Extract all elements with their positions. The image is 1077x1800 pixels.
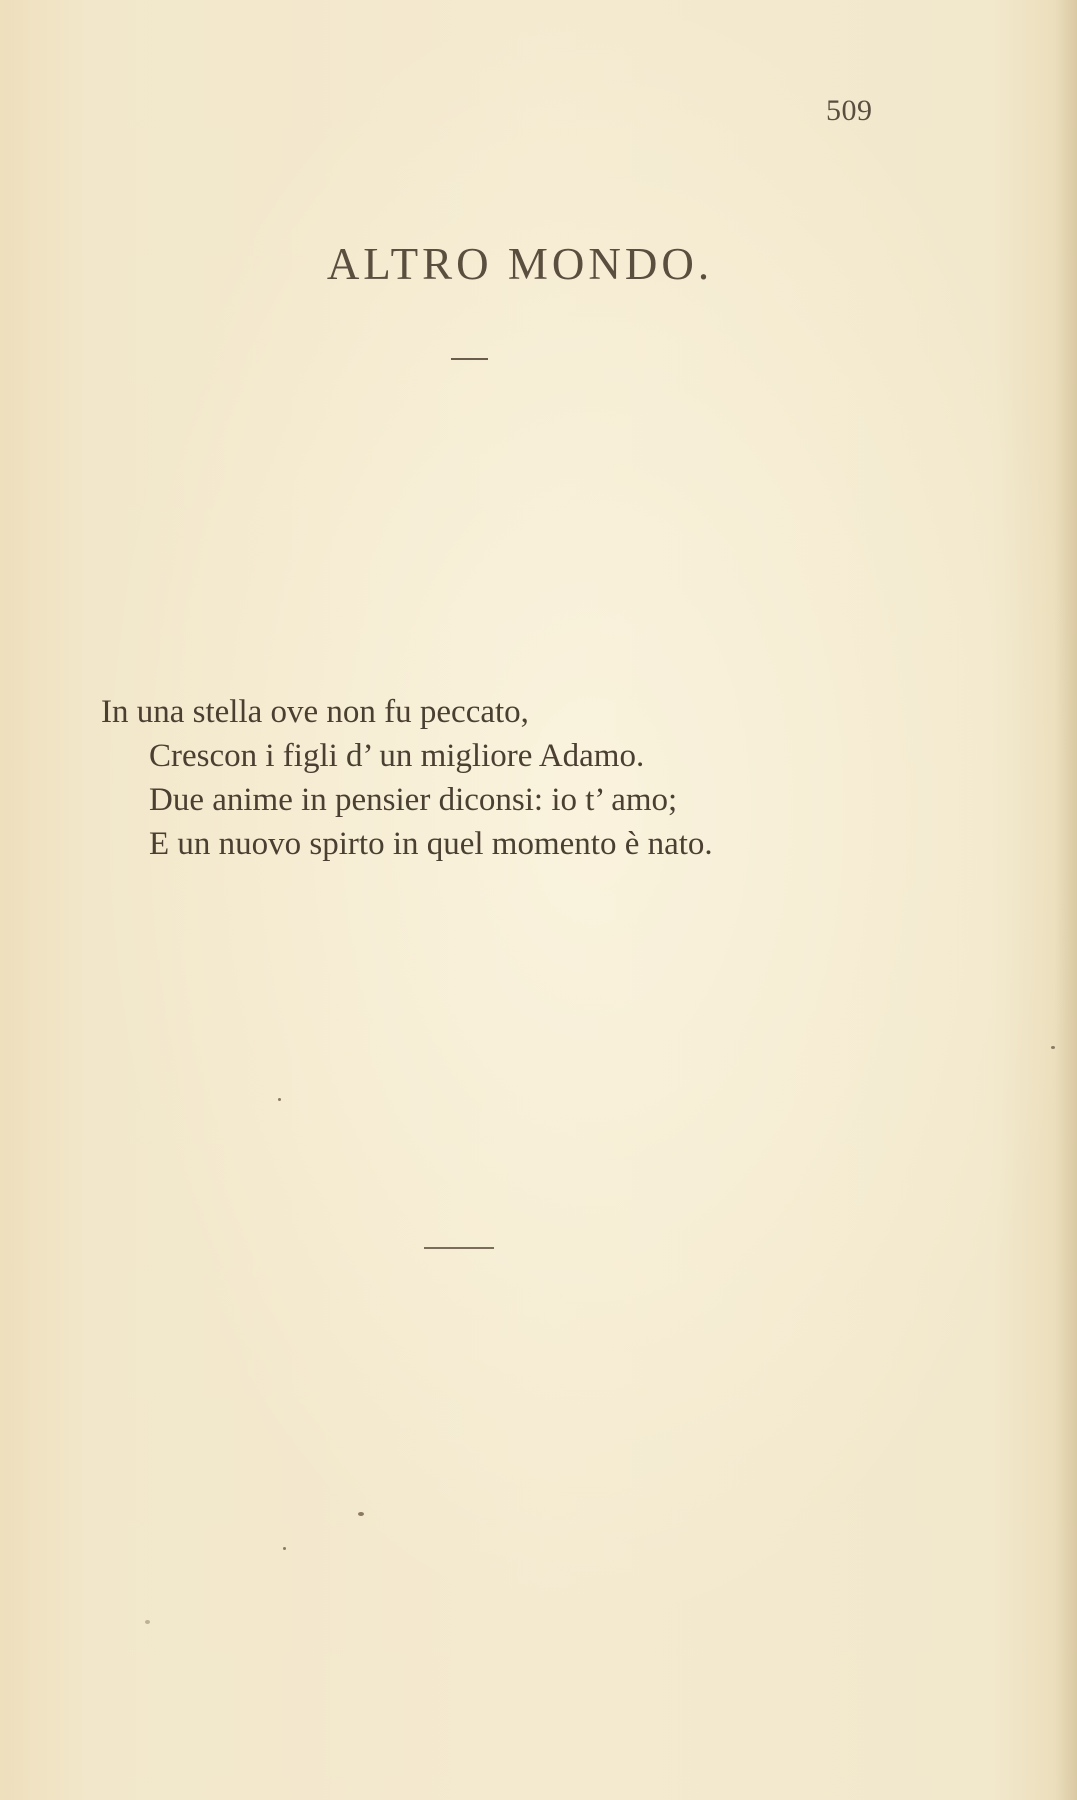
page-edge-shadow <box>1055 0 1077 1800</box>
paper-speck <box>278 1098 281 1101</box>
poem-line: E un nuovo spirto in quel momento è nato. <box>149 826 713 862</box>
paper-speck <box>358 1512 364 1516</box>
paper-speck <box>283 1547 286 1550</box>
poem-line: In una stella ove non fu peccato, <box>101 694 529 730</box>
poem-line: Crescon i figli d’ un migliore Adamo. <box>149 738 645 774</box>
page-number: 509 <box>826 94 873 127</box>
poem-title: ALTRO MONDO. <box>326 239 714 289</box>
title-dash <box>451 358 488 360</box>
paper-speck <box>145 1620 150 1624</box>
paper-speck <box>1051 1046 1055 1049</box>
poem-line: Due anime in pensier diconsi: io t’ amo; <box>149 782 678 818</box>
poem-body <box>101 690 981 866</box>
end-rule <box>424 1247 494 1249</box>
